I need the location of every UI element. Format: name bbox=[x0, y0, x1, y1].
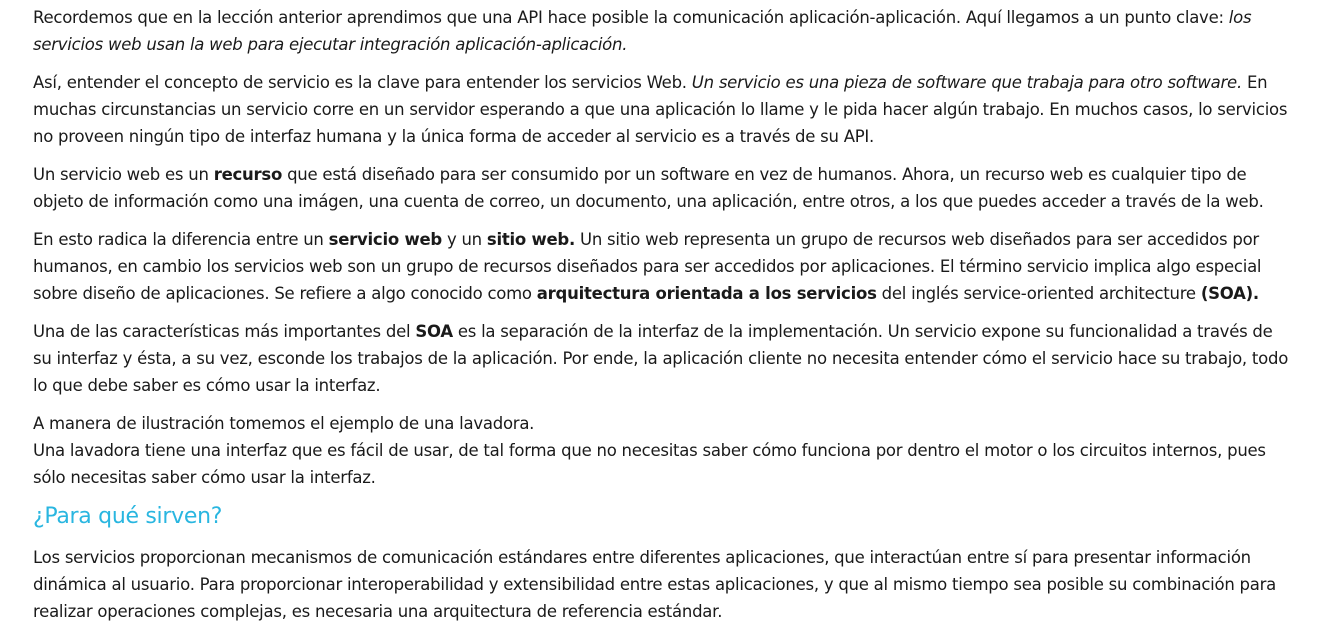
bold-text: servicio web bbox=[328, 230, 442, 249]
paragraph-text: es la separación de la interfaz de la implementación. Un servicio expone su funcionalidad a través de su interfaz y ésta, a su vez, esconde los trabajos de la aplicación. Por ende, la aplicación cliente no necesita entender cómo el servicio hace su trabajo, todo lo que debe saber es cómo usar la interfaz. bbox=[33, 322, 1289, 395]
bold-text: (SOA). bbox=[1200, 284, 1259, 303]
paragraph-washer-example bbox=[33, 410, 1293, 491]
emphasis-text: los servicios web usan la web para ejecutar integración aplicación-aplicación. bbox=[33, 8, 1252, 54]
paragraph-service-vs-site bbox=[33, 226, 1293, 307]
paragraph-text: Así, entender el concepto de servicio es la clave para entender los servicios Web. bbox=[33, 73, 692, 92]
bold-text: SOA bbox=[415, 322, 453, 341]
paragraph-web-resource bbox=[33, 161, 1293, 215]
paragraph-text: Un sitio web representa un grupo de recursos web diseñados para ser accedidos por humanos, en cambio los servicios web son un grupo de recursos diseñados para ser accedidos por aplicaciones. El término servicio implica algo especial sobre diseño de aplicaciones. Se refiere a algo conocido como bbox=[33, 230, 1262, 303]
paragraph-text: En esto radica la diferencia entre un bbox=[33, 230, 329, 249]
paragraph-text: del inglés service-oriented architecture bbox=[876, 284, 1201, 303]
paragraph-text: Los servicios proporcionan mecanismos de comunicación estándares entre diferentes aplicaciones, que interactúan entre sí para presentar información dinámica al usuario. Para proporcionar interoperabilidad y extensibilidad entre estas aplicaciones, y que al mismo tiempo sea posible su combinación para realizar operaciones complejas, es necesaria una arquitectura de referencia estándar. bbox=[33, 548, 1277, 621]
paragraph-text: Una de las características más importantes del bbox=[33, 322, 416, 341]
paragraph-text: Un servicio web es un bbox=[33, 165, 214, 184]
bold-text: arquitectura orientada a los servicios bbox=[536, 284, 877, 303]
paragraph-text: y un bbox=[441, 230, 487, 249]
paragraph-text: Una lavadora tiene una interfaz que es fácil de usar, de tal forma que no necesitas saber cómo funciona por dentro el motor o los circuitos internos, pues sólo necesitas saber cómo usar la interfaz. bbox=[33, 441, 1266, 487]
paragraph-soa bbox=[33, 318, 1293, 399]
section-heading: ¿Para qué sirven? bbox=[33, 504, 223, 529]
bold-text: recurso bbox=[213, 165, 283, 184]
paragraph-purpose bbox=[33, 544, 1293, 625]
paragraph-api-recap bbox=[33, 4, 1293, 58]
article-body bbox=[33, 4, 1293, 636]
emphasis-text: Un servicio es una pieza de software que trabaja para otro software. bbox=[691, 73, 1242, 92]
paragraph-text: Recordemos que en la lección anterior aprendimos que una API hace posible la comunicación aplicación-aplicación. Aquí llegamos a un punto clave: bbox=[33, 8, 1229, 27]
bold-text: sitio web. bbox=[486, 230, 575, 249]
paragraph-service-concept bbox=[33, 69, 1293, 150]
paragraph-text: En muchas circunstancias un servicio corre en un servidor esperando a que una aplicación lo llame y le pida hacer algún trabajo. En muchos casos, lo servicios no proveen ningún tipo de interfaz humana y la única forma de acceder al servicio es a través de su API. bbox=[33, 73, 1288, 146]
paragraph-text: que está diseñado para ser consumido por un software en vez de humanos. Ahora, un recurso web es cualquier tipo de objeto de información como una imágen, una cuenta de correo, un documento, una aplicación, entre otros, a los que puedes acceder a través de la web. bbox=[33, 165, 1264, 211]
paragraph-text: A manera de ilustración tomemos el ejemplo de una lavadora. bbox=[33, 414, 535, 433]
